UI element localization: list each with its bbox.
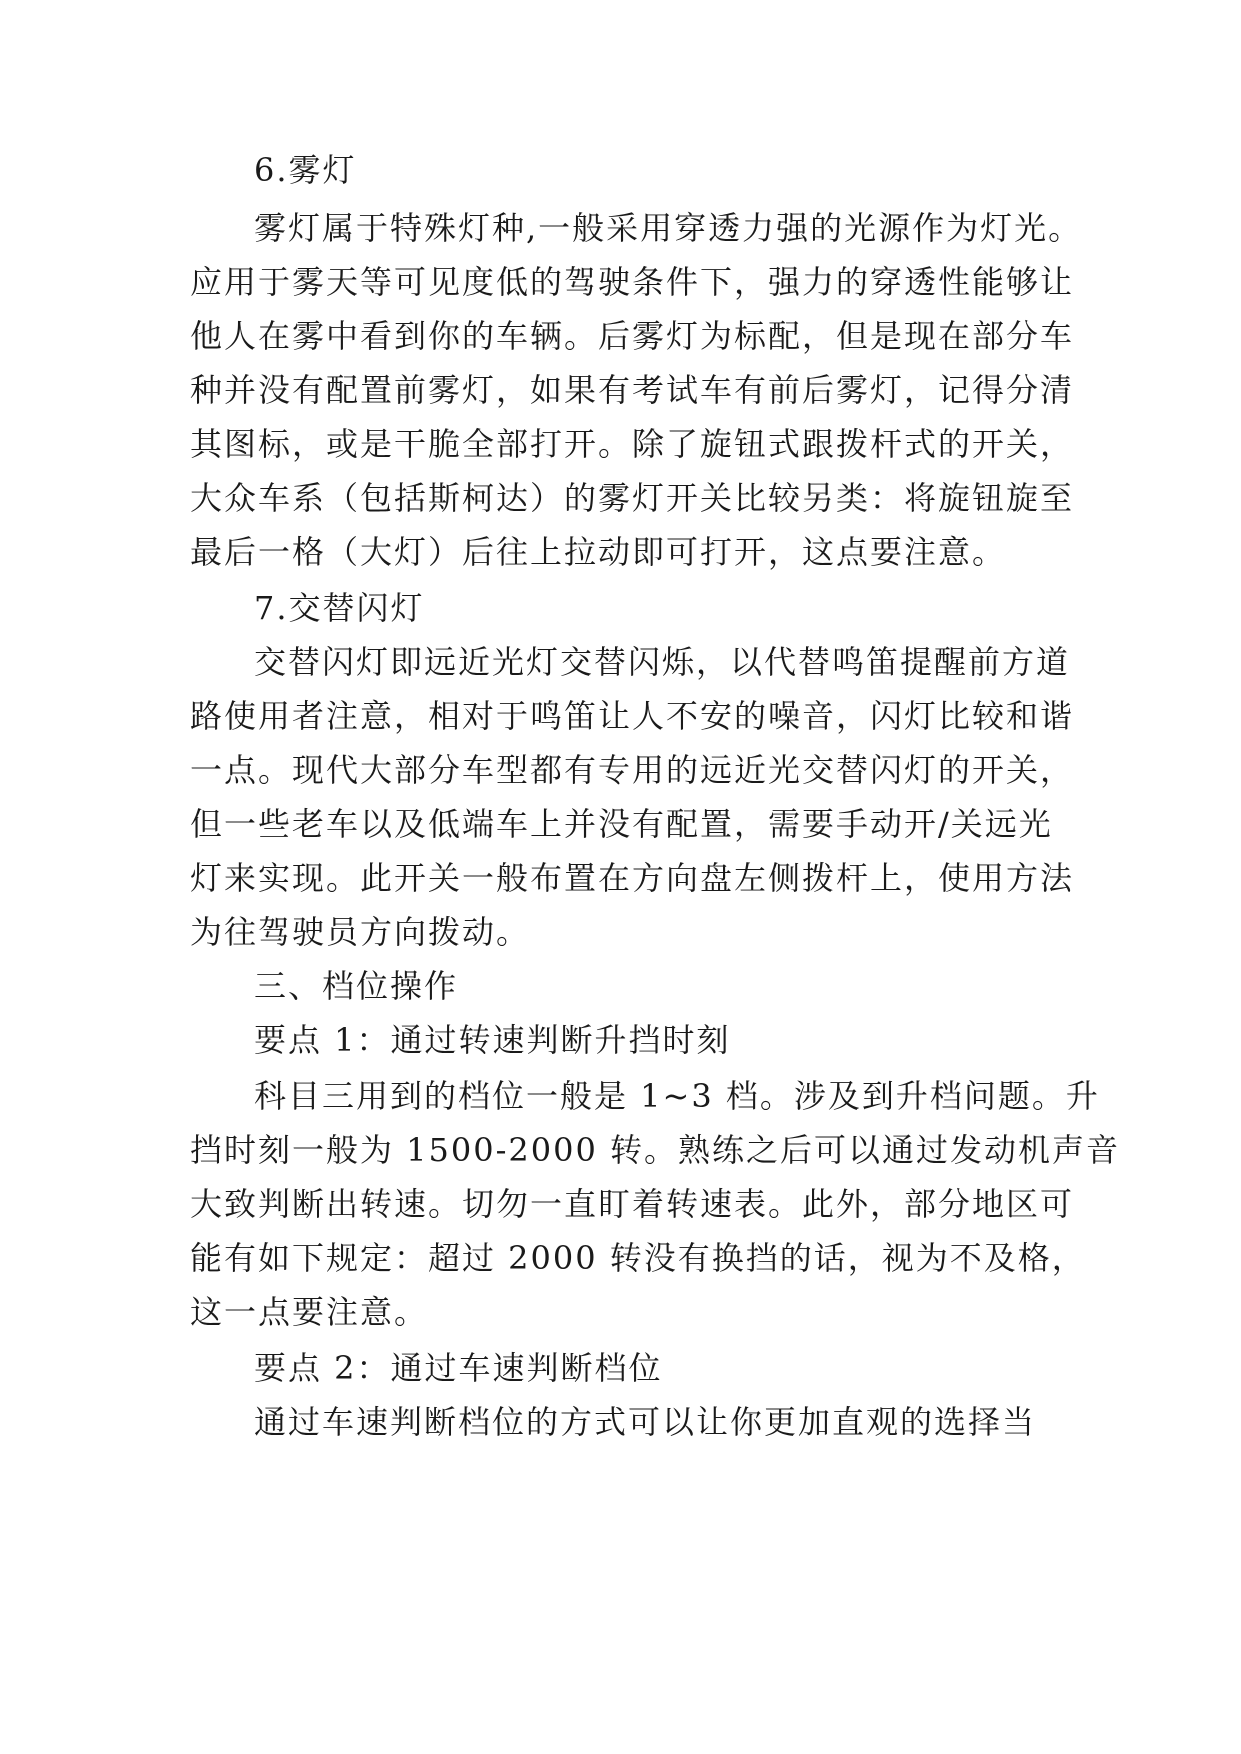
paragraph-line: 应用于雾天等可见度低的驾驶条件下，强力的穿透性能够让 xyxy=(190,263,1075,301)
heading-alternating-flash: 7.交替闪灯 xyxy=(254,589,425,627)
paragraph-line: 雾灯属于特殊灯种,一般采用穿透力强的光源作为灯光。 xyxy=(254,209,1083,247)
heading-gear-operation: 三、档位操作 xyxy=(254,967,459,1005)
paragraph-line: 科目三用到的档位一般是 1~3 档。涉及到升档问题。升 xyxy=(254,1077,1100,1115)
paragraph-line: 通过车速判断档位的方式可以让你更加直观的选择当 xyxy=(254,1403,1037,1441)
paragraph-line: 能有如下规定：超过 2000 转没有换挡的话，视为不及格， xyxy=(190,1239,1086,1277)
paragraph-line: 挡时刻一般为 1500-2000 转。熟练之后可以通过发动机声音 xyxy=(190,1131,1121,1169)
heading-fog-light: 6.雾灯 xyxy=(254,151,357,189)
paragraph-line: 最后一格（大灯）后往上拉动即可打开，这点要注意。 xyxy=(190,533,1007,571)
paragraph-line: 但一些老车以及低端车上并没有配置，需要手动开/关远光 xyxy=(190,805,1053,843)
paragraph-line: 大众车系（包括斯柯达）的雾灯开关比较另类：将旋钮旋至 xyxy=(190,479,1075,517)
paragraph-line: 一点。现代大部分车型都有专用的远近光交替闪灯的开关， xyxy=(190,751,1075,789)
paragraph-line: 路使用者注意，相对于鸣笛让人不安的噪音，闪灯比较和谐 xyxy=(190,697,1075,735)
paragraph-line: 其图标，或是干脆全部打开。除了旋钮式跟拨杆式的开关， xyxy=(190,425,1075,463)
paragraph-line: 交替闪灯即远近光灯交替闪烁，以代替鸣笛提醒前方道 xyxy=(254,643,1071,681)
paragraph-line: 大致判断出转速。切勿一直盯着转速表。此外，部分地区可 xyxy=(190,1185,1075,1223)
paragraph-line: 种并没有配置前雾灯，如果有考试车有前后雾灯，记得分清 xyxy=(190,371,1075,409)
paragraph-line: 他人在雾中看到你的车辆。后雾灯为标配，但是现在部分车 xyxy=(190,317,1075,355)
heading-point-1: 要点 1：通过转速判断升挡时刻 xyxy=(254,1021,731,1059)
paragraph-line: 灯来实现。此开关一般布置在方向盘左侧拨杆上，使用方法 xyxy=(190,859,1075,897)
heading-point-2: 要点 2：通过车速判断档位 xyxy=(254,1349,663,1387)
paragraph-line: 为往驾驶员方向拨动。 xyxy=(190,913,531,951)
paragraph-line: 这一点要注意。 xyxy=(190,1293,429,1331)
